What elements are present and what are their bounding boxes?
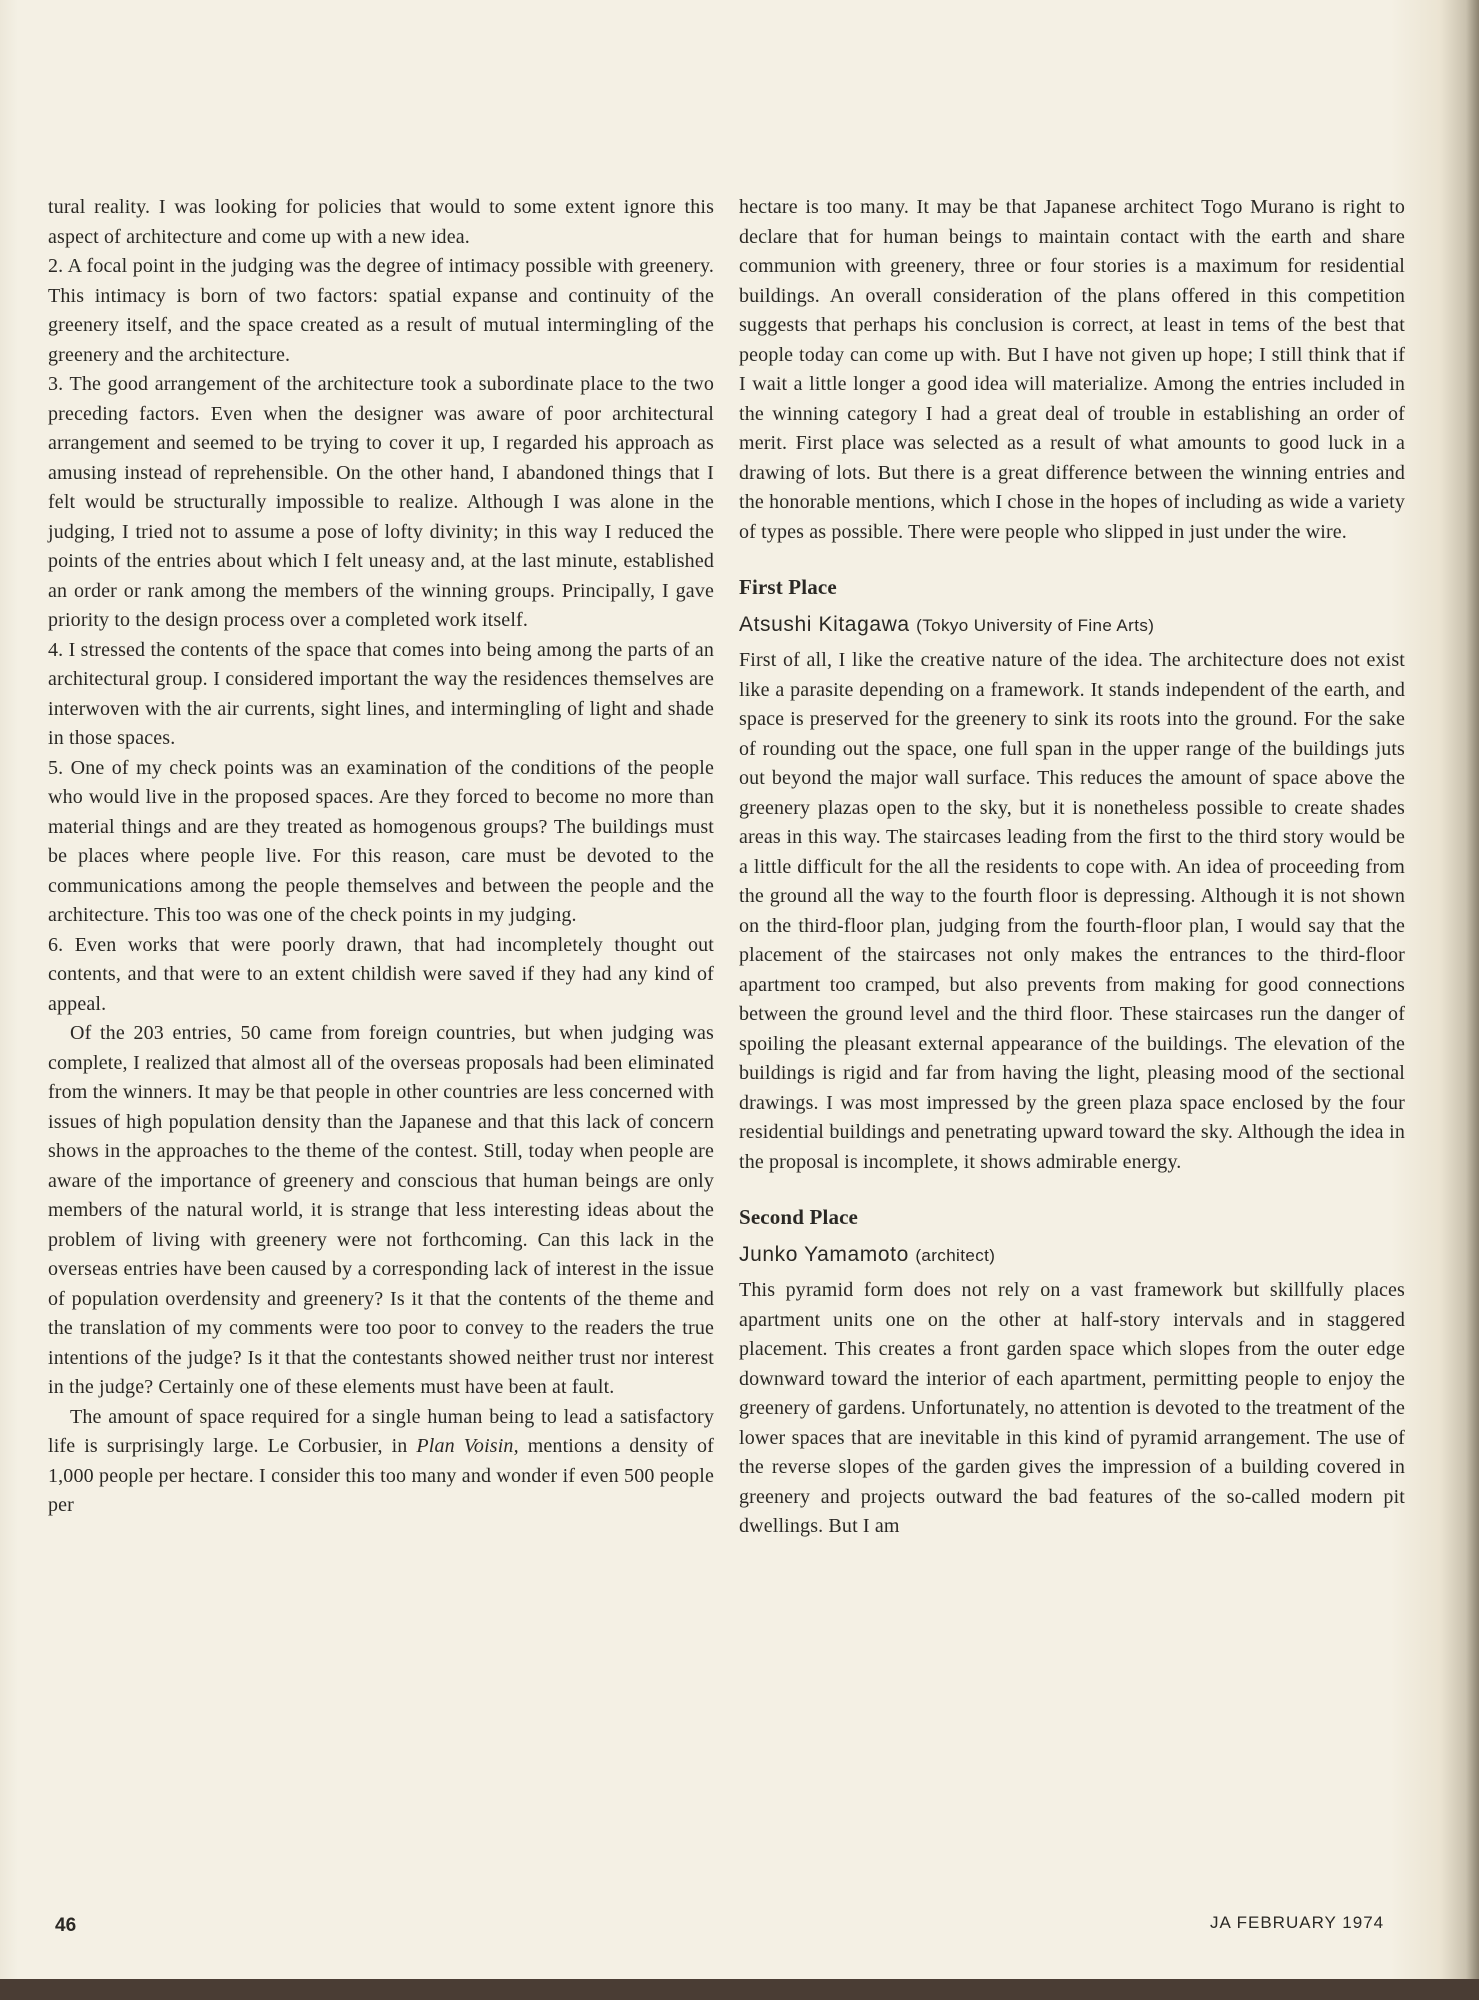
issue-label: JA FEBRUARY 1974 (1210, 1913, 1385, 1932)
paragraph-space-required (48, 1403, 714, 1521)
paragraph-point-3: 3. The good arrangement of the architecture took a subordinate place to the two preceding factors. Even when the designer was aware of poor architectural arrangement and seemed to be trying to cover it up, I regarded his approach as amusing instead of reprehensible. On the other hand, I abandoned things that I felt would be structurally impossible to realize. Although I was alone in the judging, I tried not to assume a pose of lofty divinity; in this way I reduced the points of the entries about which I felt uneasy and, at the last minute, established an order or rank among the members of the winning groups. Principally, I gave priority to the design process over a completed work itself. (48, 373, 714, 631)
paragraph-point-2: 2. A focal point in the judging was the degree of intimacy possible with greenery. This intimacy is born of two factors: spatial expanse and continuity of the greenery itself, and the space created as a result of mutual intermingling of the greenery and the architecture. (48, 255, 714, 366)
paragraph-overseas-entries: Of the 203 entries, 50 came from foreign countries, but when judging was complete, I realized that almost all of the overseas proposals had been eliminated from the winners. It may be that people in other countries are less concerned with issues of high population density than the Japanese and that this lack of concern shows in the approaches to the theme of the contest. Still, today when people are aware of the importance of greenery and conscious that human beings are only members of the natural world, it is strange that less interesting ideas about the problem of living with greenery were not forthcoming. Can this lack in the overseas entries have been caused by a corresponding lack of interest in the issue of population overdensity and greenery? Is it that the contents of the theme and the translation of my comments were too poor to convey to the readers the true intentions of the judge? Is it that the contestants showed neither trust nor interest in the judge? Certainly one of these elements must have been at fault. (48, 1022, 714, 1398)
paragraph-point-6: 6. Even works that were poorly drawn, that had incompletely thought out contents, and that were to an extent childish were saved if they had any kind of appeal. (48, 933, 714, 1015)
right-column (739, 193, 1405, 1542)
second-place-affiliation: (architect) (915, 1246, 996, 1265)
second-place-name: Junko Yamamoto (739, 1243, 909, 1266)
paragraph-point-4: 4. I stressed the contents of the space that comes into being among the parts of an architectural group. I considered important the way the residences themselves are interwoven with the air currents, sight lines, and intermingling of light and shade in those spaces. (48, 638, 714, 749)
left-column (48, 193, 714, 1521)
second-place-author (739, 1241, 1405, 1270)
page-number: 46 (55, 1915, 77, 1936)
paragraph-continuation: tural reality. I was looking for policies that would to some extent ignore this aspect of architecture and come up with a new idea. (48, 196, 714, 248)
first-place-author (739, 611, 1405, 640)
first-place-heading: First Place (739, 575, 837, 599)
second-place-review: This pyramid form does not rely on a vast framework but skillfully places apartment units one on the other at half-story intervals and in staggered placement. This creates a front garden space which slopes from the outer edge downward toward the interior of each apartment, permitting people to enjoy the greenery of gardens. Unfortunately, no attention is devoted to the treatment of the lower spaces that are inevitable in this kind of pyramid arrangement. The use of the reverse slopes of the garden gives the impression of a building covered in greenery and projects outward the bad features of the so-called modern pit dwellings. But I am (739, 1279, 1405, 1537)
paragraph-hectare-continuation: hectare is too many. It may be that Japanese architect Togo Murano is right to declare that for human beings to maintain contact with the earth and share communion with greenery, three or four stories is a maximum for residential buildings. An overall consideration of the plans offered in this competition suggests that perhaps his conclusion is correct, at least in tems of the best that people today can come up with. But I have not given up hope; I still think that if I wait a little longer a good idea will materialize. Among the entries included in the winning category I had a great deal of trouble in establishing an order of merit. First place was selected as a result of what amounts to good luck in a drawing of lots. But there is a great difference between the winning entries and the honorable mentions, which I chose in the hopes of including as wide a variety of types as possible. There were people who slipped in just under the wire. (739, 196, 1405, 543)
plan-voisin-title: Plan Voisin, (416, 1435, 519, 1457)
first-place-review: First of all, I like the creative nature of the idea. The architecture does not exist like a parasite depending on a framework. It stands independent of the earth, and space is preserved for the greenery to sink its roots into the ground. For the sake of rounding out the space, one full span in the upper range of the buildings juts out beyond the major wall surface. This reduces the amount of space above the greenery plazas open to the sky, but it is nonetheless possible to create shades areas in this way. The staircases leading from the first to the third story would be a little difficult for the all the residents to cope with. An idea of proceeding from the ground all the way to the fourth floor is depressing. Although it is not shown on the third-floor plan, judging from the fourth-floor plan, I would say that the placement of the staircases not only makes the entrances to the third-floor apartment too cramped, but also prevents from making for good connections between the ground level and the third floor. These staircases run the danger of spoiling the pleasant external appearance of the buildings. The elevation of the buildings is rigid and far from having the light, pleasing mood of the sectional drawings. I was most impressed by the green plaza space enclosed by the four residential buildings and penetrating upward toward the sky. Although the idea in the proposal is incomplete, it shows admirable energy. (739, 649, 1405, 1173)
first-place-name: Atsushi Kitagawa (739, 613, 910, 636)
bottom-edge-band (0, 1979, 1479, 2000)
space-required-text-start: The amount of space required for a single human being to lead a satisfactory life is surprisingly large. Le Corbusier, in (48, 1405, 714, 1457)
second-place-heading: Second Place (739, 1205, 859, 1229)
paragraph-point-5: 5. One of my check points was an examination of the conditions of the people who would live in the proposed spaces. Are they forced to become no more than material things and are they treated as homogenous groups? The buildings must be places where people live. For this reason, care must be devoted to the communications among the people themselves and between the people and the architecture. This too was one of the check points in my judging. (48, 756, 714, 926)
first-place-affiliation: (Tokyo University of Fine Arts) (916, 616, 1155, 635)
space-required-text-end: mentions a density of 1,000 people per hectare. I consider this too many and wonder if even 500 people per (48, 1435, 714, 1516)
